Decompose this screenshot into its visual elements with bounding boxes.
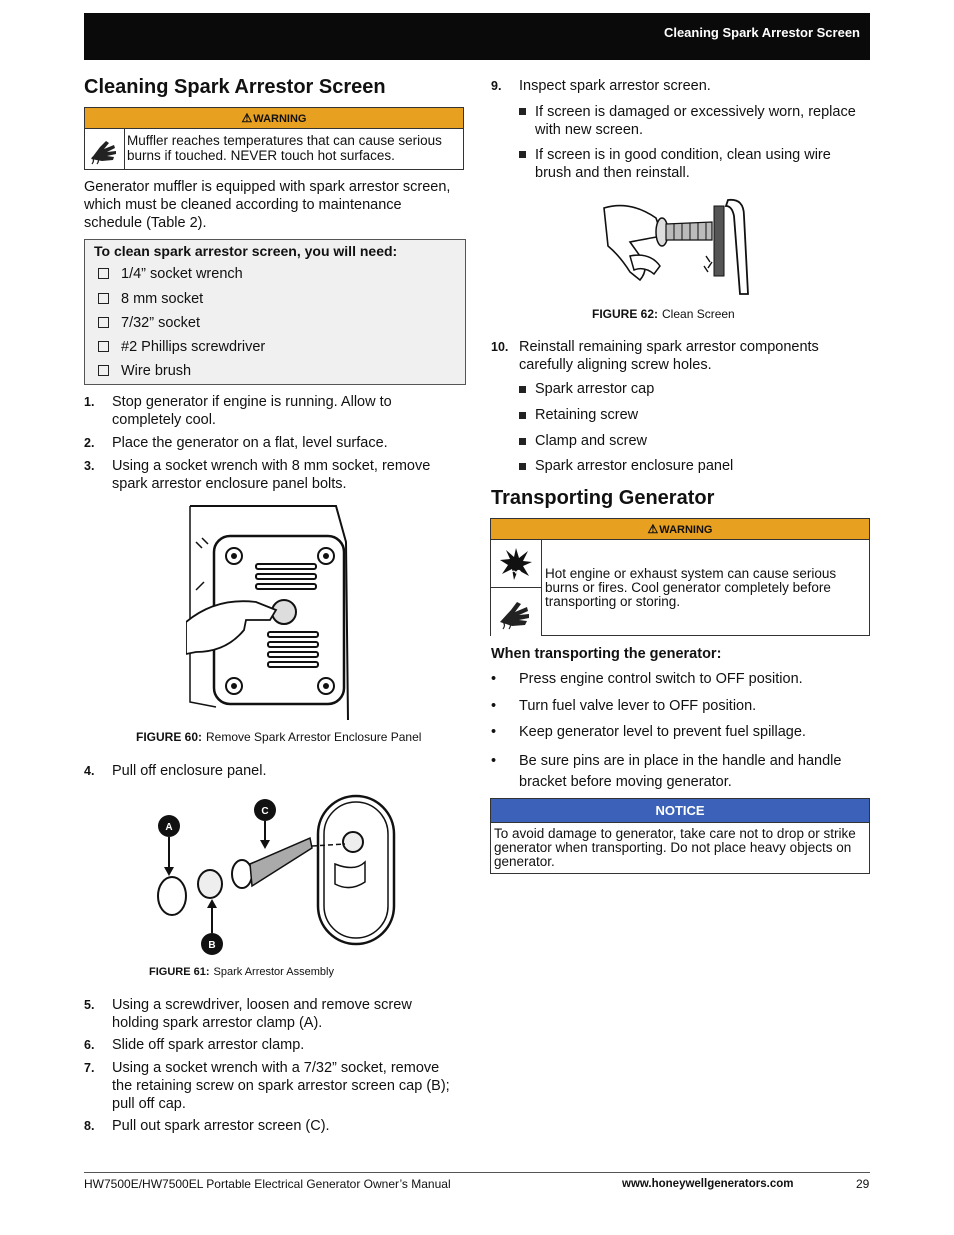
- warning-text: Hot engine or exhaust system can cause serious burns or fires. Cool generator completely before transporting or storing.: [545, 566, 837, 609]
- inspect-bullet: If screen is in good condition, clean using wire brush and then reinstall.: [535, 146, 869, 182]
- figure-62-illustration: [600, 196, 760, 298]
- bullet-dot: •: [491, 753, 497, 769]
- hot-surface-hand-icon: [491, 588, 542, 636]
- tool-item: 7/32” socket: [98, 315, 200, 331]
- reinstall-bullet: Clamp and screw: [535, 433, 648, 449]
- warning-box-muffler: [84, 107, 464, 170]
- when-transporting-title: When transporting the generator:: [491, 646, 722, 662]
- figure-61-illustration: [150, 792, 400, 962]
- tool-item: Wire brush: [98, 363, 191, 379]
- warning-triangle-icon: ⚠: [241, 111, 253, 125]
- fire-explosion-icon: [491, 540, 542, 588]
- notice-box: [490, 798, 870, 874]
- warning-triangle-icon: ⚠: [647, 522, 659, 536]
- header-title: Cleaning Spark Arrestor Screen: [663, 25, 860, 40]
- checkbox-icon: [98, 341, 109, 352]
- tool-item: #2 Phillips screwdriver: [98, 339, 265, 355]
- checkbox-icon: [98, 317, 109, 328]
- footer-manual-title: HW7500E/HW7500EL Portable Electrical Generator Owner’s Manual: [84, 1177, 451, 1191]
- checkbox-icon: [98, 365, 109, 376]
- page-number: 29: [856, 1177, 870, 1191]
- checkbox-icon: [98, 293, 109, 304]
- tool-item: 1/4” socket wrench: [98, 266, 243, 282]
- warning-label: WARNING: [659, 524, 713, 536]
- figure-60-illustration: [186, 502, 366, 722]
- tools-needed-box: [84, 239, 466, 385]
- section-heading-transporting: Transporting Generator: [491, 487, 715, 509]
- transport-bullet: • Turn fuel valve lever to OFF position.: [491, 698, 757, 714]
- transport-bullet: • Be sure pins are in place in the handle and handle bracket before moving generator.: [491, 753, 842, 790]
- reinstall-bullet: Spark arrestor cap: [535, 381, 655, 397]
- tool-item: 8 mm socket: [98, 291, 203, 307]
- figure-61-caption: FIGURE 61: Spark Arrestor Assembly: [149, 966, 334, 978]
- reinstall-bullet: Retaining screw: [535, 407, 639, 423]
- callout-a: A: [165, 822, 173, 833]
- footer-rule: [84, 1172, 870, 1173]
- bullet-dot: •: [491, 698, 497, 714]
- section-heading-cleaning: Cleaning Spark Arrestor Screen: [84, 76, 386, 98]
- footer-website: www.honeywellgenerators.com: [622, 1178, 794, 1190]
- warning-bar: [491, 519, 869, 540]
- callout-b: B: [208, 940, 216, 951]
- checkbox-icon: [98, 268, 109, 279]
- transport-bullet: • Press engine control switch to OFF position.: [491, 671, 803, 687]
- bullet-dot: •: [491, 671, 497, 687]
- tools-title: To clean spark arrestor screen, you will need:: [94, 243, 398, 259]
- transport-bullet: • Keep generator level to prevent fuel spillage.: [491, 724, 806, 740]
- reinstall-bullet: Spark arrestor enclosure panel: [535, 458, 734, 474]
- warning-box-transport: [490, 518, 870, 636]
- inspect-bullet: If screen is damaged or excessively worn, replace with new screen.: [535, 103, 869, 139]
- warning-bar: [85, 108, 463, 129]
- figure-60-caption: FIGURE 60: Remove Spark Arrestor Enclosure Panel: [136, 730, 422, 744]
- page-header-bar: [84, 13, 870, 60]
- notice-text: To avoid damage to generator, take care not to drop or strike generator when transporting. Do not place heavy objects on generator.: [494, 826, 856, 869]
- warning-label: WARNING: [253, 113, 307, 125]
- callout-c: C: [261, 806, 269, 817]
- bullet-dot: •: [491, 724, 497, 740]
- warning-text: Muffler reaches temperatures that can cause serious burns if touched. NEVER touch hot surfaces.: [127, 133, 442, 163]
- figure-62-caption: FIGURE 62: Clean Screen: [592, 307, 735, 321]
- intro-paragraph: Generator muffler is equipped with spark arrestor screen, which must be cleaned according to maintenance schedule (Table 2).: [84, 179, 451, 231]
- hot-surface-hand-icon: [85, 129, 125, 169]
- notice-label: NOTICE: [491, 799, 869, 823]
